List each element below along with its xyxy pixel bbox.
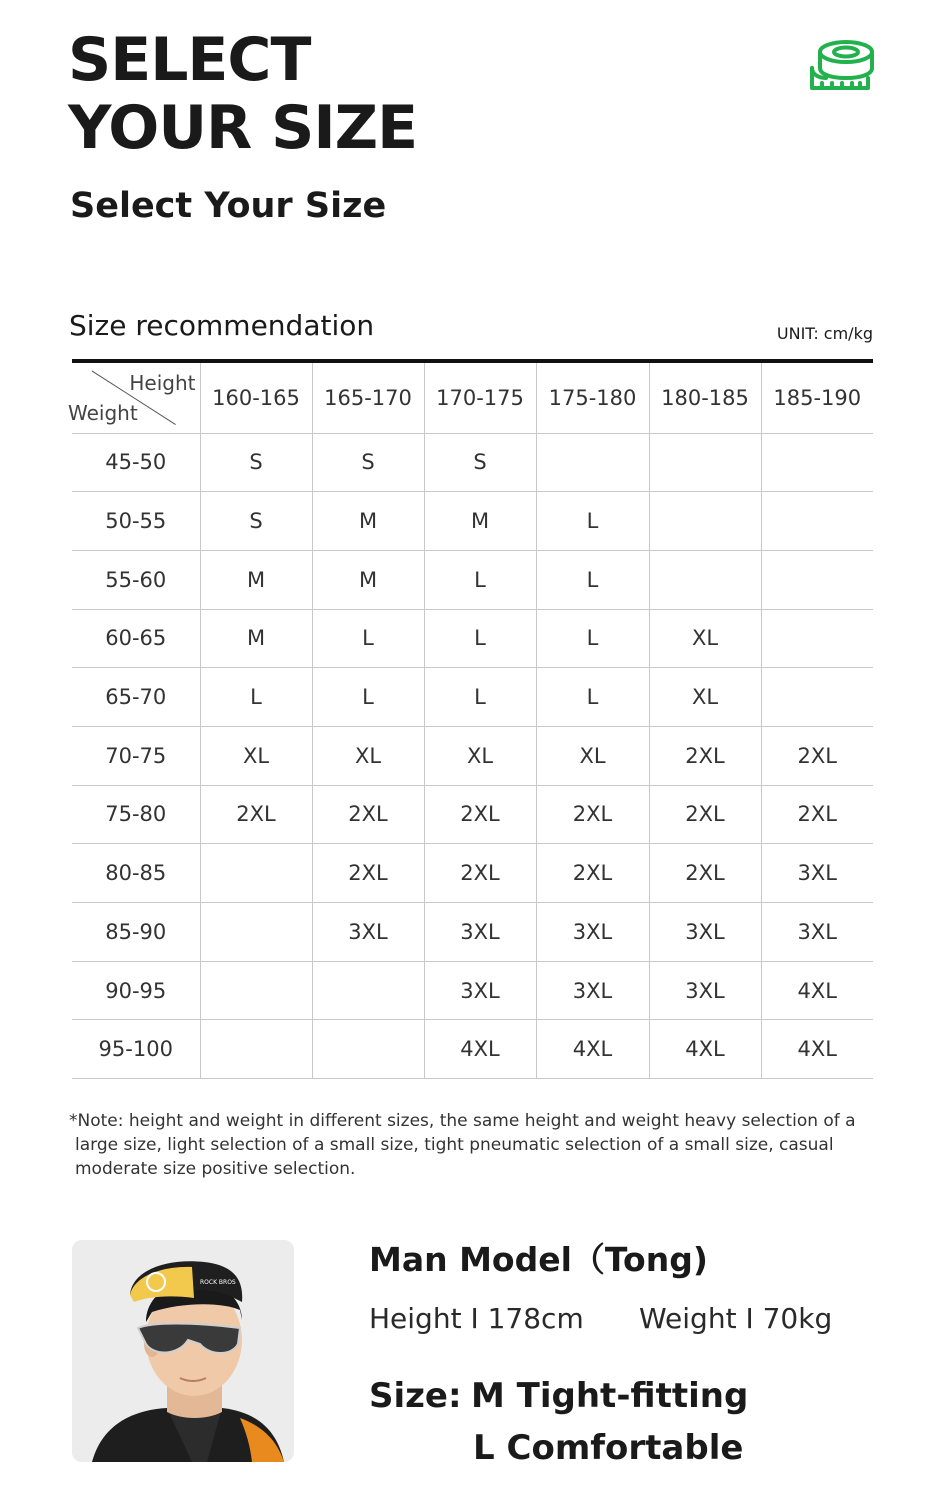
size-cell: M — [424, 492, 536, 551]
size-cell: M — [200, 609, 312, 668]
unit-label: UNIT: cm/kg — [776, 324, 873, 343]
size-cell: XL — [649, 668, 761, 727]
size-cell: XL — [536, 726, 649, 785]
size-cell: 2XL — [536, 844, 649, 903]
size-cell: XL — [312, 726, 424, 785]
size-cell: L — [200, 668, 312, 727]
size-cell: L — [312, 609, 424, 668]
size-cell: S — [200, 433, 312, 492]
table-corner-cell — [68, 363, 200, 433]
size-cell: L — [424, 550, 536, 609]
size-cell — [761, 609, 873, 668]
size-cell: S — [200, 492, 312, 551]
row-weight-label: 65-70 — [72, 668, 200, 727]
page-title-line2: YOUR SIZE — [68, 93, 418, 163]
table-row — [72, 785, 873, 844]
size-cell: L — [424, 668, 536, 727]
table-row — [72, 844, 873, 903]
size-cell: L — [536, 492, 649, 551]
size-cell: 3XL — [536, 903, 649, 962]
size-cell: L — [536, 668, 649, 727]
size-cell: 3XL — [649, 903, 761, 962]
corner-height-label: Height — [129, 371, 196, 395]
table-row — [72, 726, 873, 785]
measuring-tape-icon — [808, 38, 876, 94]
size-cell: 3XL — [761, 844, 873, 903]
table-row — [72, 550, 873, 609]
row-weight-label: 60-65 — [72, 609, 200, 668]
row-weight-label: 90-95 — [72, 961, 200, 1020]
size-cell — [649, 492, 761, 551]
size-cell: 3XL — [424, 903, 536, 962]
size-cell — [200, 1020, 312, 1079]
size-cell — [649, 550, 761, 609]
size-cell: 3XL — [761, 903, 873, 962]
table-header-row — [72, 363, 873, 433]
size-cell — [312, 1020, 424, 1079]
size-cell: S — [312, 433, 424, 492]
size-cell: 2XL — [649, 844, 761, 903]
table-row — [72, 668, 873, 727]
page-title — [68, 26, 417, 162]
size-cell: 2XL — [761, 785, 873, 844]
table-row — [72, 1020, 873, 1079]
size-table — [68, 363, 873, 1079]
model-size-comfortable: L Comfortable — [473, 1428, 744, 1468]
model-name: Man Model（Tong) — [369, 1240, 708, 1279]
size-cell: 4XL — [424, 1020, 536, 1079]
size-cell: 3XL — [649, 961, 761, 1020]
column-header: 170-175 — [424, 363, 536, 433]
size-cell — [761, 492, 873, 551]
note-line1: *Note: height and weight in different sizes, the same height and weight heavy selection of a — [69, 1111, 856, 1131]
size-cell: 4XL — [649, 1020, 761, 1079]
size-cell: L — [424, 609, 536, 668]
size-cell: 2XL — [536, 785, 649, 844]
table-row — [72, 609, 873, 668]
row-weight-label: 55-60 — [72, 550, 200, 609]
size-cell — [312, 961, 424, 1020]
size-cell: 2XL — [649, 726, 761, 785]
size-cell: 2XL — [312, 844, 424, 903]
size-cell: XL — [424, 726, 536, 785]
row-weight-label: 75-80 — [72, 785, 200, 844]
size-cell — [761, 668, 873, 727]
model-size-tight: M Tight-fitting — [471, 1376, 749, 1416]
size-cell: 2XL — [424, 844, 536, 903]
section-label: Size recommendation — [69, 309, 375, 342]
size-cell: M — [312, 492, 424, 551]
size-cell: 2XL — [200, 785, 312, 844]
size-cell — [200, 903, 312, 962]
size-cell: 4XL — [761, 961, 873, 1020]
size-cell: L — [536, 550, 649, 609]
size-cell — [761, 550, 873, 609]
model-weight: Weight I 70kg — [639, 1302, 833, 1335]
column-header: 180-185 — [649, 363, 761, 433]
size-cell: 2XL — [424, 785, 536, 844]
table-row — [72, 903, 873, 962]
size-cell: XL — [649, 609, 761, 668]
size-cell: XL — [200, 726, 312, 785]
size-cell — [200, 961, 312, 1020]
row-weight-label: 80-85 — [72, 844, 200, 903]
column-header: 160-165 — [200, 363, 312, 433]
note-line3: moderate size positive selection. — [75, 1159, 356, 1179]
page-subtitle: Select Your Size — [70, 186, 387, 226]
size-cell — [536, 433, 649, 492]
table-row — [72, 492, 873, 551]
size-cell: 4XL — [536, 1020, 649, 1079]
size-cell: 4XL — [761, 1020, 873, 1079]
size-cell: M — [312, 550, 424, 609]
row-weight-label: 85-90 — [72, 903, 200, 962]
size-cell: 2XL — [649, 785, 761, 844]
size-cell: 2XL — [761, 726, 873, 785]
size-cell: M — [200, 550, 312, 609]
size-note — [69, 1109, 859, 1181]
size-cell — [649, 433, 761, 492]
size-cell — [200, 844, 312, 903]
row-weight-label: 95-100 — [72, 1020, 200, 1079]
column-header: 165-170 — [312, 363, 424, 433]
note-line2: large size, light selection of a small size, tight pneumatic selection of a small size, casual — [75, 1135, 834, 1155]
size-cell: L — [312, 668, 424, 727]
size-cell: S — [424, 433, 536, 492]
row-weight-label: 45-50 — [72, 433, 200, 492]
size-cell: L — [536, 609, 649, 668]
table-row — [72, 433, 873, 492]
size-cell: 2XL — [312, 785, 424, 844]
column-header: 175-180 — [536, 363, 649, 433]
size-cell — [761, 433, 873, 492]
cap-text: ROCK BROS — [200, 1279, 236, 1286]
size-cell: 3XL — [424, 961, 536, 1020]
model-photo — [72, 1240, 294, 1462]
row-weight-label: 50-55 — [72, 492, 200, 551]
row-weight-label: 70-75 — [72, 726, 200, 785]
size-cell: 3XL — [312, 903, 424, 962]
model-size-label: Size: — [369, 1376, 462, 1416]
column-header: 185-190 — [761, 363, 873, 433]
size-cell: 3XL — [536, 961, 649, 1020]
page-title-line1: SELECT — [68, 25, 311, 95]
table-row — [72, 961, 873, 1020]
model-height: Height I 178cm — [369, 1302, 584, 1335]
corner-weight-label: Weight — [68, 400, 138, 425]
